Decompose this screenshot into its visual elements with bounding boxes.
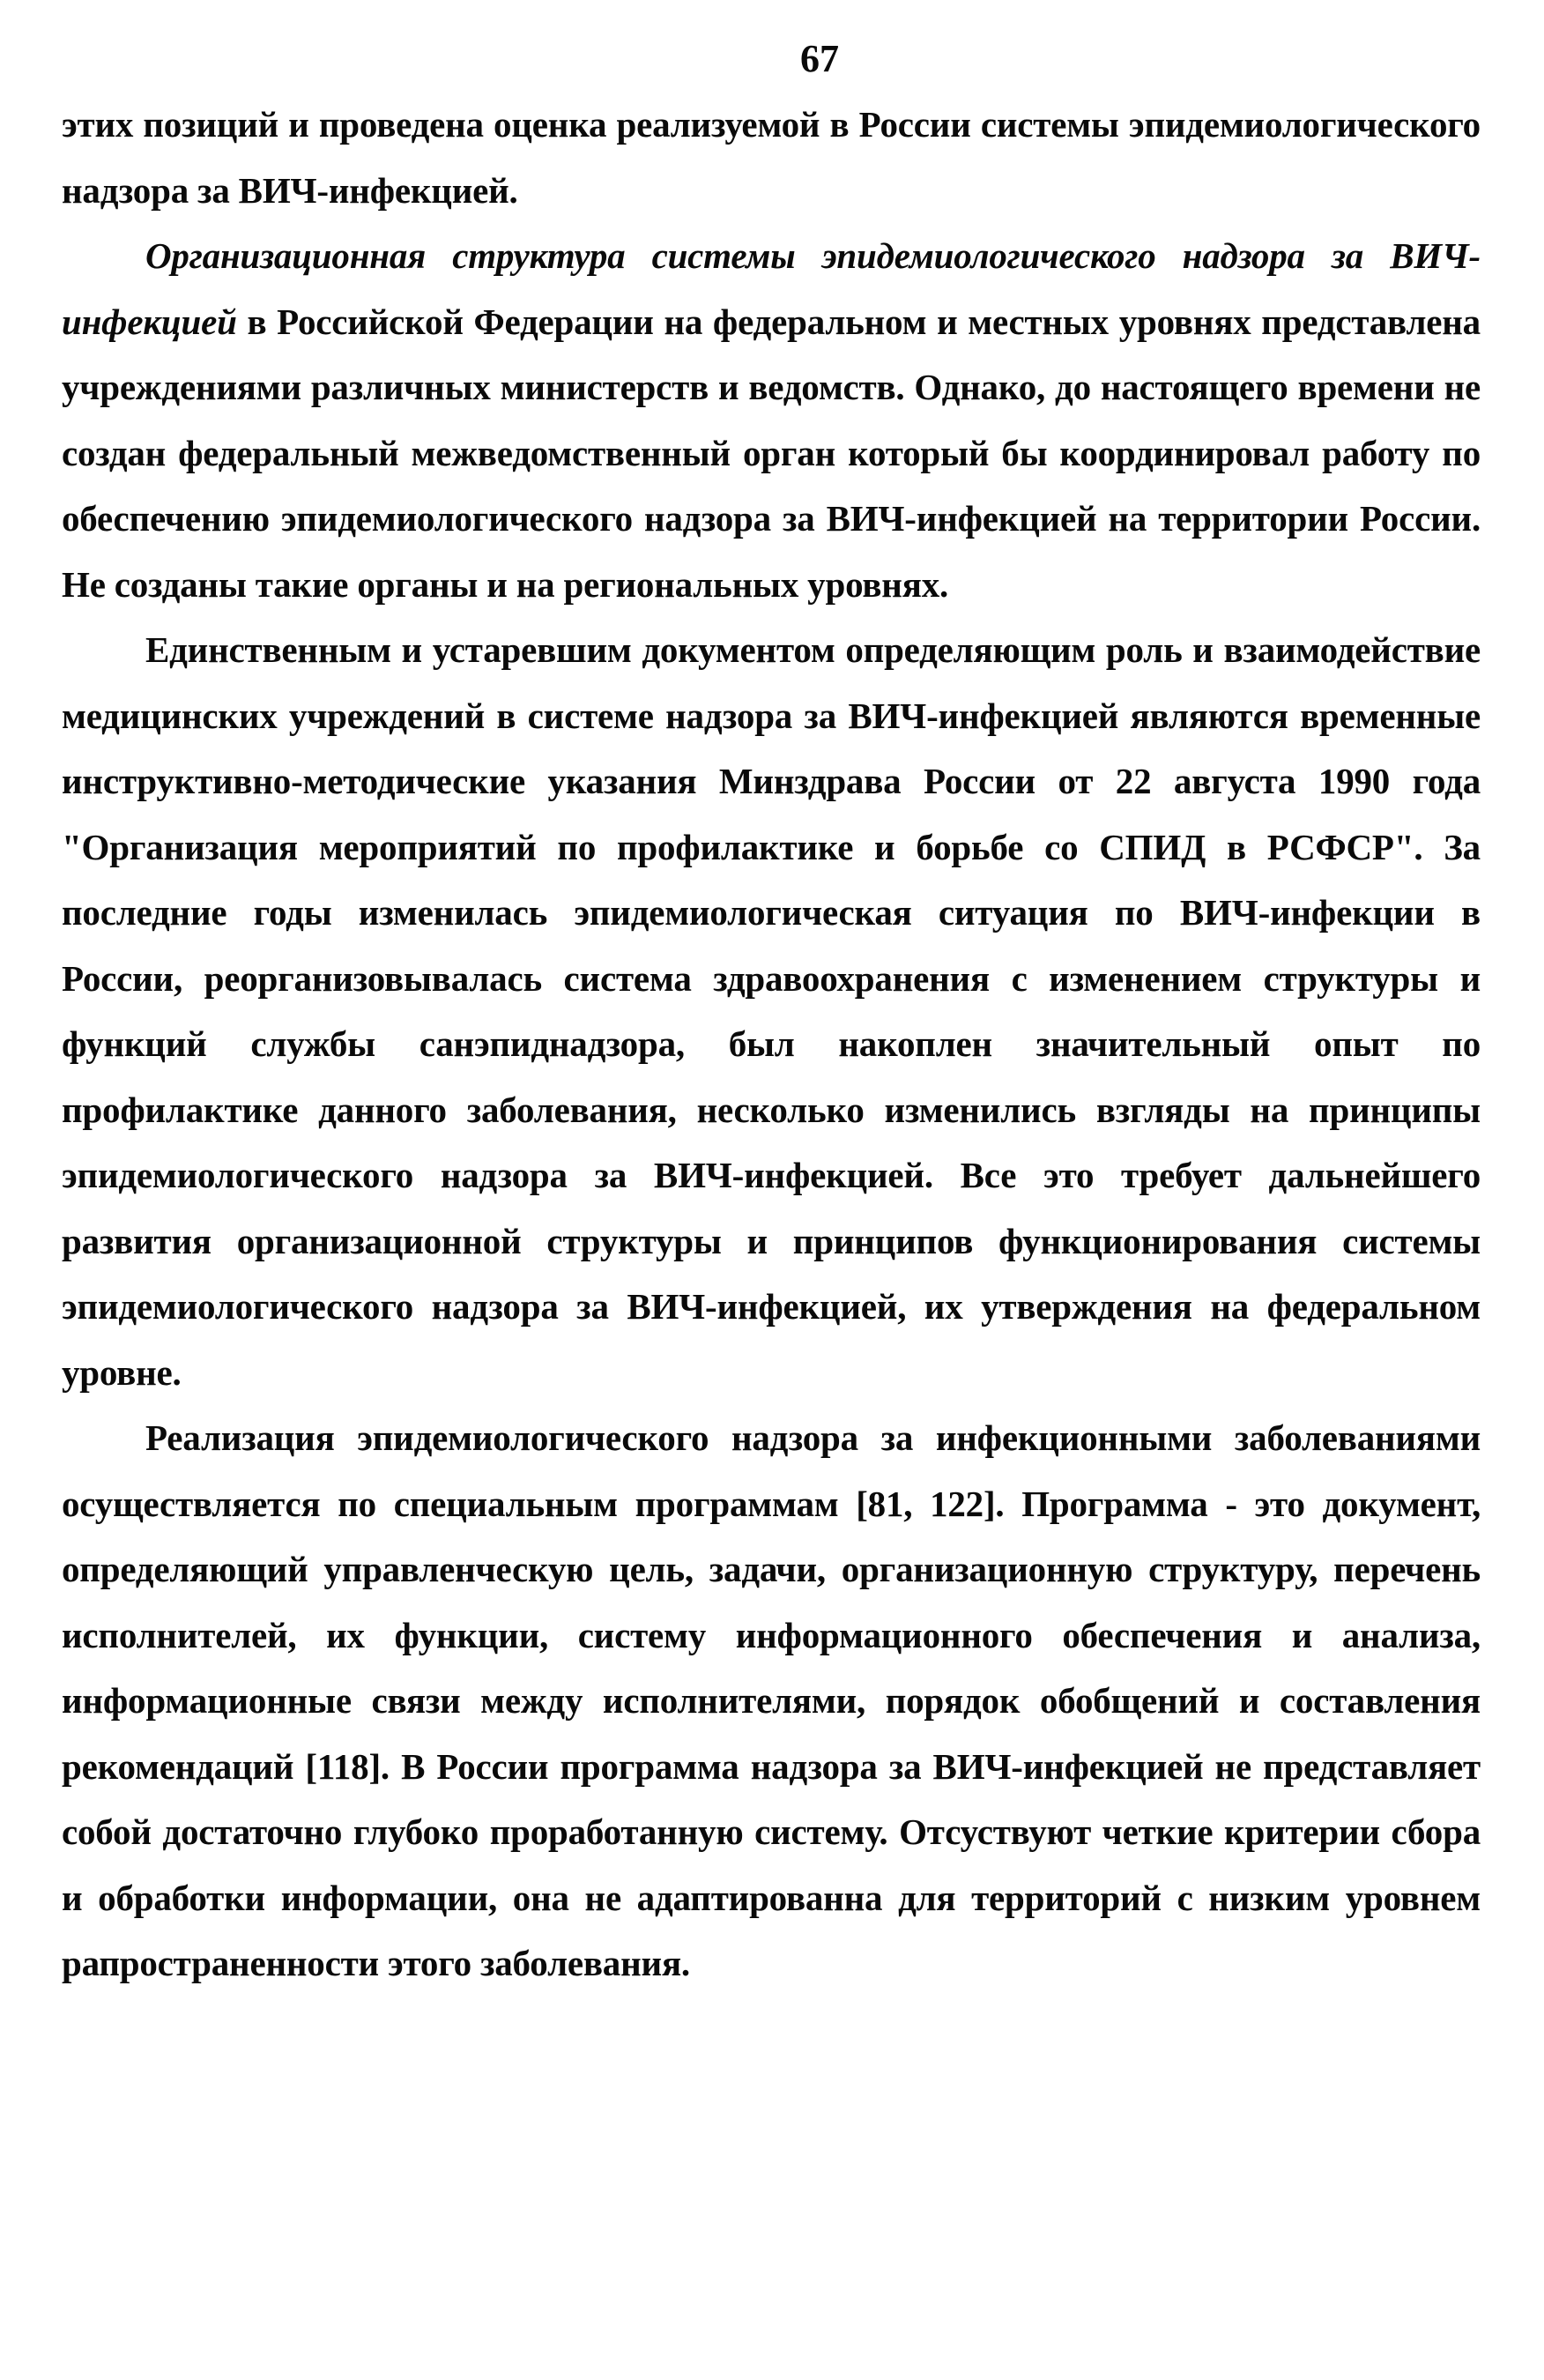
paragraph-2-italic-lead: Организационная структура системы эпидемиологического надзора за ВИЧ-инфекцией xyxy=(62,235,1481,342)
paragraph-4-text: Реализация эпидемиологического надзора за инфекционными заболеваниями осуществляется по специальным программам [81, 122]. Программа - это документ, определяющий управленческую цель, задачи, организационную структуру, перечень исполнителей, их функции, систему информационного обеспечения и анализа, информационные связи между исполнителями, порядок обобщений и составления рекомендаций [118]. В России программа надзора за ВИЧ-инфекцией не представляет собой достаточно глубоко проработанную систему. Отсуствуют четкие критерии сбора и обработки информации, она не адаптированна для территорий с низким уровнем рапространенности этого заболевания. xyxy=(62,1417,1481,1983)
paragraph-3-text: Единственным и устаревшим документом определяющим роль и взаимодействие медицинских учреждений в системе надзора за ВИЧ-инфекцией являются временные инструктивно-методические указания Минздрава России от 22 августа 1990 года "Организация мероприятий по профилактике и борьбе со СПИД в РСФСР". За последние годы изменилась эпидемиологическая ситуация по ВИЧ-инфекции в России, реорганизовывалась система здравоохранения с изменением структуры и функций службы санэпиднадзора, был накоплен значительный опыт по профилактике данного заболевания, несколько изменились взгляды на принципы эпидемиологического надзора за ВИЧ-инфекцией. Все это требует дальнейшего развития организационной структуры и принципов функционирования системы эпидемиологического надзора за ВИЧ-инфекцией, их утверждения на федеральном уровне. xyxy=(62,629,1481,1393)
paragraph-2 xyxy=(62,223,1481,617)
document-page xyxy=(62,26,1481,1997)
paragraph-1 xyxy=(62,92,1481,223)
page-number: 67 xyxy=(800,37,839,80)
paragraph-1-text: этих позиций и проведена оценка реализуемой в России системы эпидемиологического надзора за ВИЧ-инфекцией. xyxy=(62,104,1481,211)
paragraph-2-text: в Российской Федерации на федеральном и местных уровнях представлена учреждениями различных министерств и ведомств. Однако, до настоящего времени не создан федеральный межведомственный орган который бы координировал работу по обеспечению эпидемиологического надзора за ВИЧ-инфекцией на территории России. Не созданы такие органы и на региональных уровнях. xyxy=(62,301,1481,605)
paragraph-4 xyxy=(62,1405,1481,1997)
paragraph-3 xyxy=(62,617,1481,1405)
